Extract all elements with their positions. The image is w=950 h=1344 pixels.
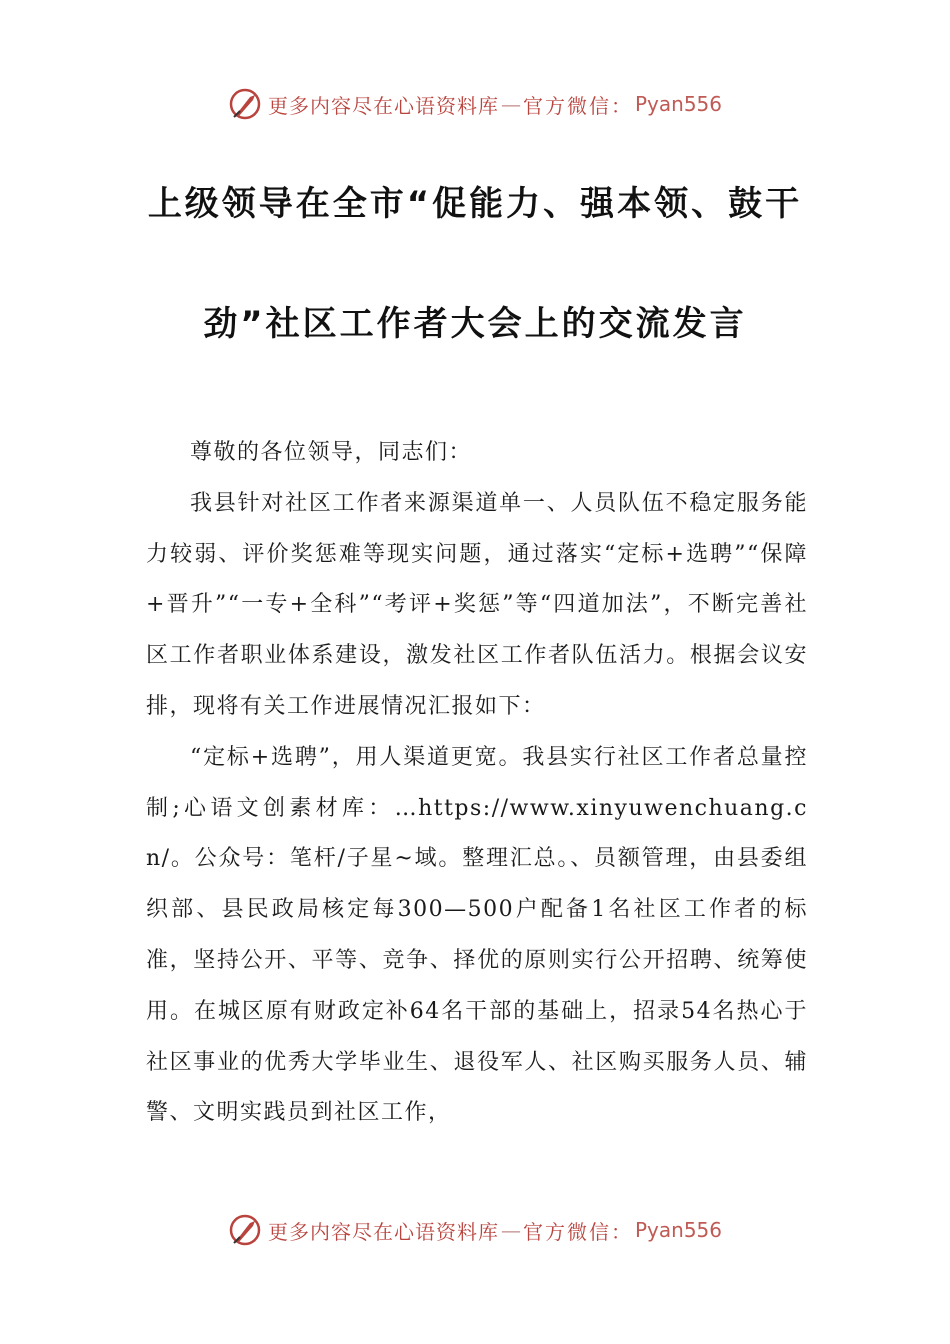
banner-wechat-label: 官方微信： — [522, 1219, 633, 1244]
banner-brand: 更多内容尽在心语资料库 — [267, 1219, 499, 1244]
footer-banner — [0, 1210, 950, 1250]
banner-separator: — — [500, 92, 521, 116]
quill-logo-icon — [228, 87, 262, 121]
page-title-line-1: 上级领导在全市“促能力、强本领、鼓干 — [147, 184, 803, 224]
banner-wechat-label: 官方微信： — [522, 93, 633, 118]
banner-separator: — — [500, 1218, 521, 1242]
quill-logo-icon — [228, 1213, 262, 1247]
paragraph-2: “定标+选聘”，用人渠道更宽。我县实行社区工作者总量控制;心语文创素材库：…https://www.xinyuwenchuang.cn/。公众号：笔杆/子星~域。整理汇总。、员额管理，由县委组织部、县民政局核定每300—500户配备1名社区工作者的标准，坚持公开、平等、竞争、择优的原则实行公开招聘、统筹使用。在城区原有财政定补64名干部的基础上，招录54名热心于社区事业的优秀大学毕业生、退役军人、社区购买服务人员、辅警、文明实践员到社区工作， — [146, 744, 808, 1126]
greeting: 尊敬的各位领导，同志们： — [190, 440, 473, 465]
document-body — [146, 428, 808, 1139]
header-banner — [0, 84, 950, 124]
banner-wechat-id: Pyan556 — [634, 1218, 722, 1242]
page-title-line-2: 劲”社区工作者大会上的交流发言 — [203, 304, 747, 344]
paragraph-1: 我县针对社区工作者来源渠道单一、人员队伍不稳定服务能力较弱、评价奖惩难等现实问题，通过落实“定标+选聘”“保障+晋升”“一专+全科”“考评+奖惩”等“四道加法”，不断完善社区工作者职业体系建设，激发社区工作者队伍活力。根据会议安排，现将有关工作进展情况汇报如下： — [146, 490, 808, 719]
banner-brand: 更多内容尽在心语资料库 — [267, 93, 499, 118]
banner-wechat-id: Pyan556 — [634, 92, 722, 116]
